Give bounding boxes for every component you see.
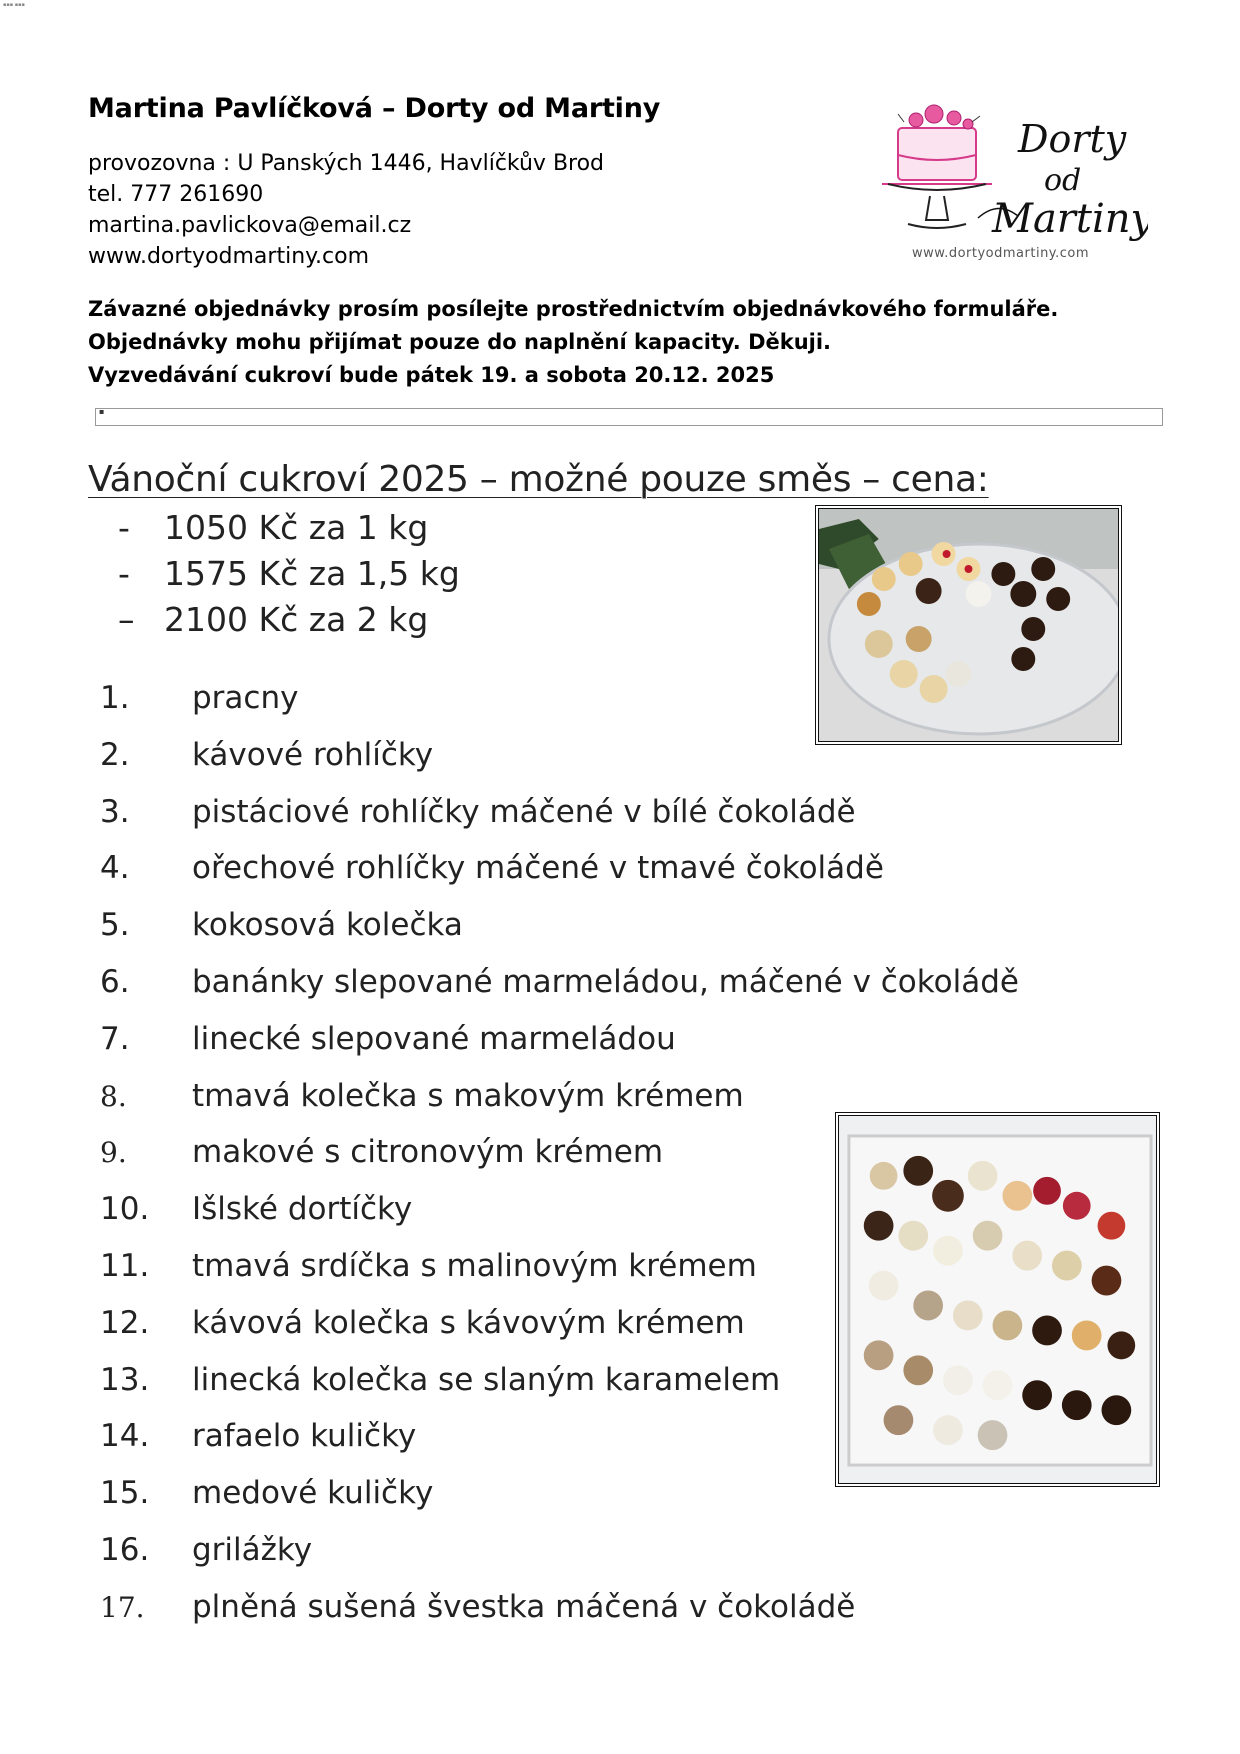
brand-logo bbox=[868, 100, 1148, 270]
item-number: 9. bbox=[100, 1136, 127, 1170]
website-link[interactable]: www.dortyodmartiny.com bbox=[88, 244, 369, 269]
item-number: 10. bbox=[100, 1191, 150, 1228]
item-number: 5. bbox=[100, 907, 130, 944]
bullet-dash: – bbox=[118, 600, 135, 639]
item-name: linecká kolečka se slaným karamelem bbox=[192, 1361, 781, 1398]
item-number: 1. bbox=[100, 680, 130, 716]
logo-word-1: Dorty bbox=[1018, 117, 1127, 161]
notice-line: Objednávky mohu přijímat pouze do naplnění kapacity. Děkuji. bbox=[88, 330, 832, 354]
price-item bbox=[118, 597, 460, 643]
item-number: 11. bbox=[100, 1247, 150, 1284]
cake-stand-icon bbox=[882, 128, 992, 228]
item-name: kokosová kolečka bbox=[192, 907, 463, 944]
item-number: 17. bbox=[100, 1590, 145, 1624]
item-name: ořechové rohlíčky máčené v tmavé čokoládě bbox=[192, 850, 884, 887]
item-name: grilážky bbox=[192, 1531, 313, 1568]
notice-line: Závazné objednávky prosím posílejte prostřednictvím objednávkového formuláře. bbox=[88, 297, 1059, 321]
item-name: tmavá kolečka s makovým krémem bbox=[192, 1077, 744, 1114]
price-text: 1575 Kč za 1,5 kg bbox=[164, 554, 460, 593]
list-item bbox=[100, 964, 1019, 1021]
bullet-dash: - bbox=[118, 508, 130, 547]
page-corner-mark: ▪▪▪ ▪▪▪ bbox=[3, 2, 25, 8]
item-name: linecké slepované marmeládou bbox=[192, 1020, 676, 1057]
order-notice bbox=[88, 293, 1058, 392]
notice-line: Vyzvedávání cukroví bude pátek 19. a sobota 20.12. 2025 bbox=[88, 363, 775, 387]
item-number: 14. bbox=[100, 1418, 150, 1455]
item-number: 4. bbox=[100, 850, 130, 887]
list-item bbox=[100, 1021, 1019, 1078]
item-number: 7. bbox=[100, 1020, 130, 1057]
item-name: rafaelo kuličky bbox=[192, 1418, 417, 1455]
item-number: 16. bbox=[100, 1531, 150, 1568]
item-name: kávová kolečka s kávovým krémem bbox=[192, 1304, 745, 1341]
cookie-box-photo bbox=[835, 1112, 1160, 1487]
item-number: 13. bbox=[100, 1361, 150, 1398]
item-number: 15. bbox=[100, 1475, 150, 1512]
item-name: plněná sušená švestka máčená v čokoládě bbox=[192, 1588, 856, 1625]
item-name: makové s citronovým krémem bbox=[192, 1134, 664, 1171]
contact-block bbox=[88, 148, 604, 272]
flower-decoration-icon bbox=[898, 105, 980, 129]
logo-url: www.dortyodmartiny.com bbox=[912, 246, 1090, 261]
address-line: provozovna : U Panských 1446, Havlíčkův Brod bbox=[88, 151, 605, 176]
logo-word-2: od bbox=[1044, 163, 1082, 198]
list-item bbox=[100, 737, 1019, 794]
item-name: Išlské dortíčky bbox=[192, 1191, 413, 1228]
list-item bbox=[100, 907, 1019, 964]
price-item bbox=[118, 551, 460, 597]
item-name: pracny bbox=[192, 680, 299, 716]
item-number: 8. bbox=[100, 1079, 127, 1113]
cookie-plate-photo bbox=[815, 505, 1122, 745]
item-name: pistáciové rohlíčky máčené v bílé čokoládě bbox=[192, 793, 856, 830]
email-link[interactable]: martina.pavlickova@email.cz bbox=[88, 213, 412, 238]
item-name: tmavá srdíčka s malinovým krémem bbox=[192, 1247, 757, 1284]
business-title: Martina Pavlíčková – Dorty od Martiny bbox=[88, 93, 661, 124]
phone-line: tel. 777 261690 bbox=[88, 182, 264, 207]
item-number: 3. bbox=[100, 793, 130, 830]
logo-word-3: Martiny bbox=[992, 196, 1148, 242]
divider-box: ▪ bbox=[95, 408, 1163, 426]
item-name: kávové rohlíčky bbox=[192, 736, 434, 773]
item-name: banánky slepované marmeládou, máčené v čokoládě bbox=[192, 963, 1019, 1000]
price-text: 1050 Kč za 1 kg bbox=[164, 508, 429, 547]
price-list bbox=[118, 505, 460, 643]
bullet-dash: - bbox=[118, 554, 130, 593]
list-item bbox=[100, 794, 1019, 851]
section-title: Vánoční cukroví 2025 – možné pouze směs – cena: bbox=[88, 459, 989, 500]
price-text: 2100 Kč za 2 kg bbox=[164, 600, 429, 639]
list-item bbox=[100, 1589, 1019, 1646]
list-item bbox=[100, 1532, 1019, 1589]
price-item bbox=[118, 505, 460, 551]
item-number: 2. bbox=[100, 736, 130, 773]
item-number: 12. bbox=[100, 1304, 150, 1341]
item-number: 6. bbox=[100, 963, 130, 1000]
list-item bbox=[100, 850, 1019, 907]
item-name: medové kuličky bbox=[192, 1475, 434, 1512]
